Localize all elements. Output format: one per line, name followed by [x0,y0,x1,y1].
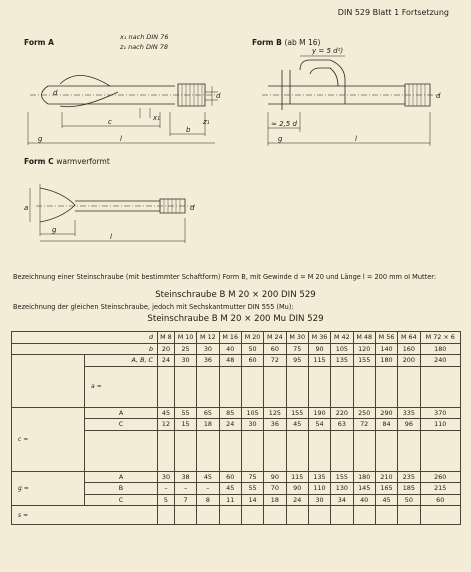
cA-cell: 65 [197,407,219,419]
cC-cell: 24 [219,419,241,431]
row-label-a: a ≈ [85,366,158,407]
empty-cell [331,430,353,471]
empty-cell [85,430,158,471]
size-cell: M 12 [197,332,219,344]
b-cell: 120 [353,343,375,355]
gC-cell: 45 [375,494,397,506]
gC-cell: 5 [158,494,175,506]
group-empty [12,355,85,408]
cC-cell: 54 [308,419,330,431]
size-cell: M 64 [398,332,420,344]
gB-cell: – [197,483,219,495]
empty-cell [375,506,397,525]
form-a-dim-c: c [108,118,112,126]
empty-cell [353,506,375,525]
b-cell: 180 [420,343,461,355]
abc-cell: 60 [241,355,263,367]
empty-cell [219,430,241,471]
form-b-dim-s: ≈ 2,5 d [271,120,297,128]
empty-cell [398,366,420,407]
designation-text-1: Bezeichnung einer Steinschraube (mit bestimmter Schaftform) Form B, mit Gewinde d = M 20 und Länge l = 200 mm oI Mutter: [13,273,437,281]
empty-cell [353,366,375,407]
form-c-dim-d: d [190,204,195,212]
abc-cell: 48 [219,355,241,367]
empty-cell [331,506,353,525]
cA-cell: 85 [219,407,241,419]
b-cell: 40 [219,343,241,355]
row-label-g: g ≈ [12,471,85,506]
empty-cell [241,366,263,407]
abc-cell: 72 [264,355,286,367]
cC-cell: 18 [197,419,219,431]
empty-cell [174,366,196,407]
table-row-gA [12,471,461,483]
form-c-dim-l: l [110,233,112,241]
abc-cell: 24 [158,355,175,367]
designation-example-1: Steinschraube B M 20 × 200 DIN 529 [155,290,316,300]
cA-cell: 155 [286,407,308,419]
b-cell: 50 [241,343,263,355]
table-row-abc [12,355,461,367]
row-label-d: d [12,332,158,344]
form-a-note-1: x₁ nach DIN 76 [120,33,169,41]
empty-cell [420,366,461,407]
cC-cell: 84 [375,419,397,431]
empty-cell [398,430,420,471]
b-cell: 30 [197,343,219,355]
form-b-dim-g: g [278,135,283,143]
empty-cell [353,430,375,471]
table-row-s [12,506,461,525]
gA-cell: 210 [375,471,397,483]
cA-cell: 220 [331,407,353,419]
empty-cell [308,366,330,407]
form-c-title: Form C [24,157,54,166]
row-label-b: b [12,343,158,355]
form-c-subtitle: warmverformt [56,157,110,166]
form-b-subtitle: (ab M 16) [284,38,321,47]
b-cell: 60 [264,343,286,355]
form-a-dim-g: g [38,135,43,143]
empty-cell [375,366,397,407]
empty-cell [286,506,308,525]
abc-cell: 180 [375,355,397,367]
cC-cell: 45 [286,419,308,431]
empty-cell [264,430,286,471]
gC-cell: 24 [286,494,308,506]
row-label-s: s ≈ [12,506,158,525]
empty-cell [158,366,175,407]
cA-cell: 370 [420,407,461,419]
gA-cell: 180 [353,471,375,483]
gA-cell: 45 [197,471,219,483]
gA-cell: 115 [286,471,308,483]
designation-text-2: Bezeichnung der gleichen Steinschraube, jedoch mit Sechskantmutter DIN 555 (Mu): [13,303,294,311]
gA-cell: 75 [241,471,263,483]
gC-cell: 8 [197,494,219,506]
empty-cell [331,366,353,407]
form-b-dim-l: l [355,135,357,143]
size-cell: M 36 [308,332,330,344]
row-label-cC: C [85,419,158,431]
gB-cell: – [158,483,175,495]
empty-cell [158,430,175,471]
size-cell: M 72 × 6 [420,332,461,344]
b-cell: 105 [331,343,353,355]
size-cell: M 56 [375,332,397,344]
designation-example-2: Steinschraube B M 20 × 200 Mu DIN 529 [147,314,324,324]
form-a-dim-b: b [186,126,191,134]
gA-cell: 135 [308,471,330,483]
size-cell: M 10 [174,332,196,344]
form-a-drawing [28,75,218,145]
size-cell: M 8 [158,332,175,344]
gA-cell: 38 [174,471,196,483]
gB-cell: 145 [353,483,375,495]
size-cell: M 20 [241,332,263,344]
form-b-title: Form B [252,38,282,47]
technical-drawings [0,0,471,265]
cC-cell: 96 [398,419,420,431]
form-a-dim-l: l [120,135,122,143]
b-cell: 90 [308,343,330,355]
gB-cell: – [174,483,196,495]
empty-cell [174,430,196,471]
gC-cell: 60 [420,494,461,506]
cC-cell: 15 [174,419,196,431]
b-cell: 75 [286,343,308,355]
row-label-abc: A, B, C [85,355,158,367]
form-a-title: Form A [24,38,54,47]
gB-cell: 45 [219,483,241,495]
dimension-table [11,331,461,525]
empty-cell [197,366,219,407]
cC-cell: 30 [241,419,263,431]
gB-cell: 130 [331,483,353,495]
form-b-dim-d: d [436,92,441,100]
cA-cell: 125 [264,407,286,419]
cA-cell: 250 [353,407,375,419]
gA-cell: 155 [331,471,353,483]
form-c-dim-a: a [24,204,29,212]
empty-cell [241,506,263,525]
abc-cell: 115 [308,355,330,367]
cC-cell: 36 [264,419,286,431]
empty-cell [197,506,219,525]
size-cell: M 30 [286,332,308,344]
cA-cell: 335 [398,407,420,419]
empty-cell [308,430,330,471]
gC-cell: 34 [331,494,353,506]
cC-cell: 110 [420,419,461,431]
row-label-gC: C [85,494,158,506]
form-b-title-wrap [252,38,320,47]
size-cell: M 48 [353,332,375,344]
empty-cell [308,506,330,525]
gC-cell: 40 [353,494,375,506]
empty-cell [420,506,461,525]
gA-cell: 30 [158,471,175,483]
gA-cell: 60 [219,471,241,483]
gB-cell: 165 [375,483,397,495]
gC-cell: 7 [174,494,196,506]
empty-cell [241,430,263,471]
form-c-drawing [30,184,195,243]
gB-cell: 110 [308,483,330,495]
cA-cell: 290 [375,407,397,419]
row-label-gA: A [85,471,158,483]
size-cell: M 42 [331,332,353,344]
form-a-dim-z1: z₁ [203,118,210,126]
abc-cell: 36 [197,355,219,367]
abc-cell: 30 [174,355,196,367]
form-c-dim-g: g [52,226,57,234]
gC-cell: 50 [398,494,420,506]
empty-cell [286,430,308,471]
row-label-c: c ≈ [12,407,85,471]
gA-cell: 90 [264,471,286,483]
gA-cell: 235 [398,471,420,483]
empty-cell [264,506,286,525]
abc-cell: 200 [398,355,420,367]
gB-cell: 55 [241,483,263,495]
row-label-cA: A [85,407,158,419]
gB-cell: 215 [420,483,461,495]
empty-cell [158,506,175,525]
gC-cell: 18 [264,494,286,506]
form-a-dim-x1: x₁ [153,114,160,122]
cA-cell: 55 [174,407,196,419]
empty-cell [375,430,397,471]
empty-cell [219,366,241,407]
table-row-d [12,332,461,344]
gB-cell: 70 [264,483,286,495]
b-cell: 25 [174,343,196,355]
cC-cell: 63 [331,419,353,431]
cC-cell: 12 [158,419,175,431]
size-cell: M 24 [264,332,286,344]
gA-cell: 260 [420,471,461,483]
form-a-note-2: z₁ nach DIN 78 [120,43,169,51]
form-a-dim-d: d [53,89,58,97]
gB-cell: 90 [286,483,308,495]
size-cell: M 16 [219,332,241,344]
b-cell: 20 [158,343,175,355]
page-header: DIN 529 Blatt 1 Fortsetzung [337,8,449,17]
abc-cell: 135 [331,355,353,367]
b-cell: 160 [398,343,420,355]
cA-cell: 190 [308,407,330,419]
table-row-b [12,343,461,355]
form-b-dim-y: y = 5 d²) [312,47,344,55]
b-cell: 140 [375,343,397,355]
cC-cell: 72 [353,419,375,431]
empty-cell [420,430,461,471]
form-c-title-wrap [24,157,110,166]
gC-cell: 11 [219,494,241,506]
gC-cell: 14 [241,494,263,506]
abc-cell: 155 [353,355,375,367]
abc-cell: 240 [420,355,461,367]
cA-cell: 105 [241,407,263,419]
table-row-cA [12,407,461,419]
row-label-gB: B [85,483,158,495]
empty-cell [264,366,286,407]
empty-cell [174,506,196,525]
cA-cell: 45 [158,407,175,419]
empty-cell [197,430,219,471]
empty-cell [219,506,241,525]
form-b-drawing [262,56,440,146]
gC-cell: 30 [308,494,330,506]
gB-cell: 185 [398,483,420,495]
empty-cell [286,366,308,407]
empty-cell [398,506,420,525]
form-a-dim-d2: d [216,92,221,100]
abc-cell: 95 [286,355,308,367]
